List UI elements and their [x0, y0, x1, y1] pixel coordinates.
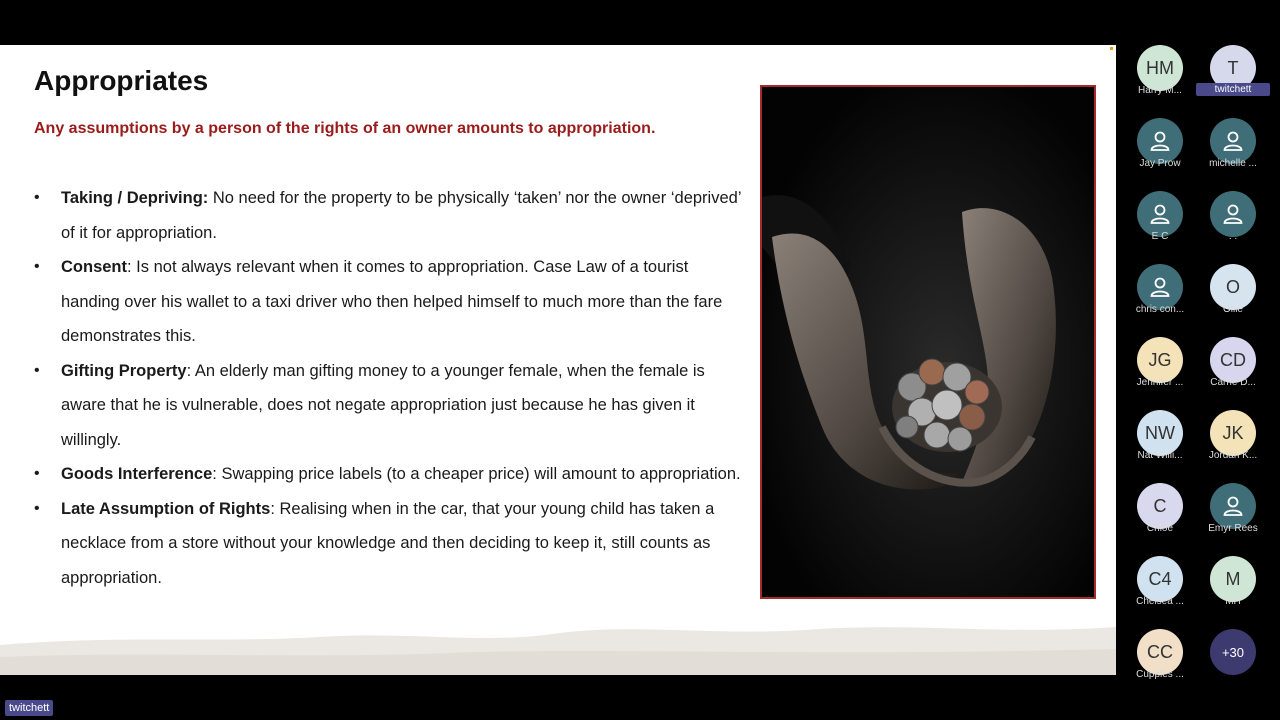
- participant-avatar: NW: [1137, 410, 1183, 456]
- participant-name: Carrie D...: [1210, 377, 1256, 388]
- bullet-item: [34, 457, 749, 492]
- participant-name: michelle ...: [1209, 158, 1257, 169]
- bullet-text: : Is not always relevant when it comes to appropriation. Case Law of a tourist handing over his wallet to a taxi driver who then helped himself to much more than the fare demonstrates this.: [61, 258, 723, 345]
- person-icon: [1221, 129, 1245, 153]
- slide-subtitle: Any assumptions by a person of the rights of an owner amounts to appropriation.: [34, 120, 656, 137]
- slide-title: Appropriates: [34, 65, 209, 96]
- participant-name: Jennifer ...: [1136, 377, 1184, 388]
- participant-name: E C: [1151, 231, 1169, 242]
- participant-tile[interactable]: [1196, 45, 1270, 117]
- bullet-term: Gifting Property: [61, 361, 187, 380]
- person-icon: [1221, 202, 1245, 226]
- bullet-text: : Realising when in the car, that your young child has taken a necklace from a store without your knowledge and then deciding to keep it, still counts as appropriation.: [61, 499, 715, 587]
- bullet-term: Late Assumption of Rights: [61, 499, 271, 518]
- active-speaker-label: twitchett: [5, 700, 53, 716]
- participant-tile[interactable]: [1196, 629, 1270, 701]
- participant-tile[interactable]: [1123, 118, 1197, 190]
- bullet-term: Goods Interference: [61, 465, 213, 483]
- person-icon: [1148, 202, 1172, 226]
- bullet-item: [34, 250, 749, 354]
- presentation-slide: [0, 45, 1116, 675]
- bullet-term: Consent: [61, 258, 127, 276]
- participant-tile[interactable]: [1196, 410, 1270, 482]
- participant-name: Nat Willi...: [1137, 450, 1183, 461]
- participant-tile[interactable]: [1196, 483, 1270, 555]
- hands-coins-image: [762, 87, 1094, 597]
- participant-tile[interactable]: [1123, 337, 1197, 409]
- notification-dot: [1110, 47, 1113, 50]
- participant-name: Emyr Rees: [1208, 523, 1258, 534]
- participant-avatar: O: [1210, 264, 1256, 310]
- participant-name: Jay Prow: [1139, 158, 1181, 169]
- participants-panel: [1116, 45, 1280, 680]
- bullet-item: [34, 354, 749, 458]
- participant-tile[interactable]: [1196, 264, 1270, 336]
- bullet-item: [34, 181, 749, 250]
- participant-name: Harry M...: [1138, 85, 1182, 96]
- bullet-text: : An elderly man gifting money to a younger female, when the female is aware that he is vulnerable, does not negate appropriation just because he has given it willingly.: [61, 361, 705, 449]
- participant-avatar: CC: [1137, 629, 1183, 675]
- participant-tile[interactable]: [1123, 556, 1197, 628]
- participant-tile[interactable]: [1123, 191, 1197, 263]
- participant-name: chris con...: [1135, 304, 1185, 315]
- participant-tile[interactable]: [1123, 45, 1197, 117]
- participant-avatar: M: [1210, 556, 1256, 602]
- participant-avatar: CD: [1210, 337, 1256, 383]
- participant-tile[interactable]: [1123, 264, 1197, 336]
- person-icon: [1148, 275, 1172, 299]
- participant-name: MH: [1225, 596, 1241, 607]
- participant-name: Chloe: [1146, 523, 1174, 534]
- participant-avatar: JG: [1137, 337, 1183, 383]
- participant-avatar: C: [1137, 483, 1183, 529]
- participant-name: Jordan K...: [1208, 450, 1258, 461]
- participant-tile[interactable]: [1123, 629, 1197, 701]
- bullet-text: : Swapping price labels (to a cheaper price) will amount to appropriation.: [212, 465, 741, 483]
- participant-avatar: JK: [1210, 410, 1256, 456]
- participant-tile[interactable]: [1196, 191, 1270, 263]
- person-icon: [1221, 494, 1245, 518]
- participant-name: . .: [1228, 231, 1238, 242]
- bullet-item: [34, 492, 749, 596]
- bullet-list: [34, 181, 749, 595]
- hands-coins-photo: [760, 85, 1096, 599]
- participant-tile[interactable]: [1196, 556, 1270, 628]
- bullet-text: No need for the property to be physically ‘taken’ nor the owner ‘deprived’ of it for appropriation.: [61, 189, 741, 242]
- participant-tile[interactable]: [1123, 483, 1197, 555]
- participant-avatar: C4: [1137, 556, 1183, 602]
- slide-footer-decoration: [0, 615, 1116, 675]
- participant-name: twitchett: [1196, 83, 1270, 96]
- participant-avatar: T: [1210, 45, 1256, 91]
- person-icon: [1148, 129, 1172, 153]
- participant-name: Chelsea ...: [1136, 596, 1184, 607]
- participant-tile[interactable]: [1196, 118, 1270, 190]
- participant-name: Ollie: [1222, 304, 1243, 315]
- more-participants-button[interactable]: +30: [1210, 629, 1256, 675]
- participant-tile[interactable]: [1123, 410, 1197, 482]
- participant-avatar: HM: [1137, 45, 1183, 91]
- participant-tile[interactable]: [1196, 337, 1270, 409]
- bullet-term: Taking / Depriving:: [61, 189, 209, 207]
- participant-name: Cupples ...: [1136, 669, 1184, 680]
